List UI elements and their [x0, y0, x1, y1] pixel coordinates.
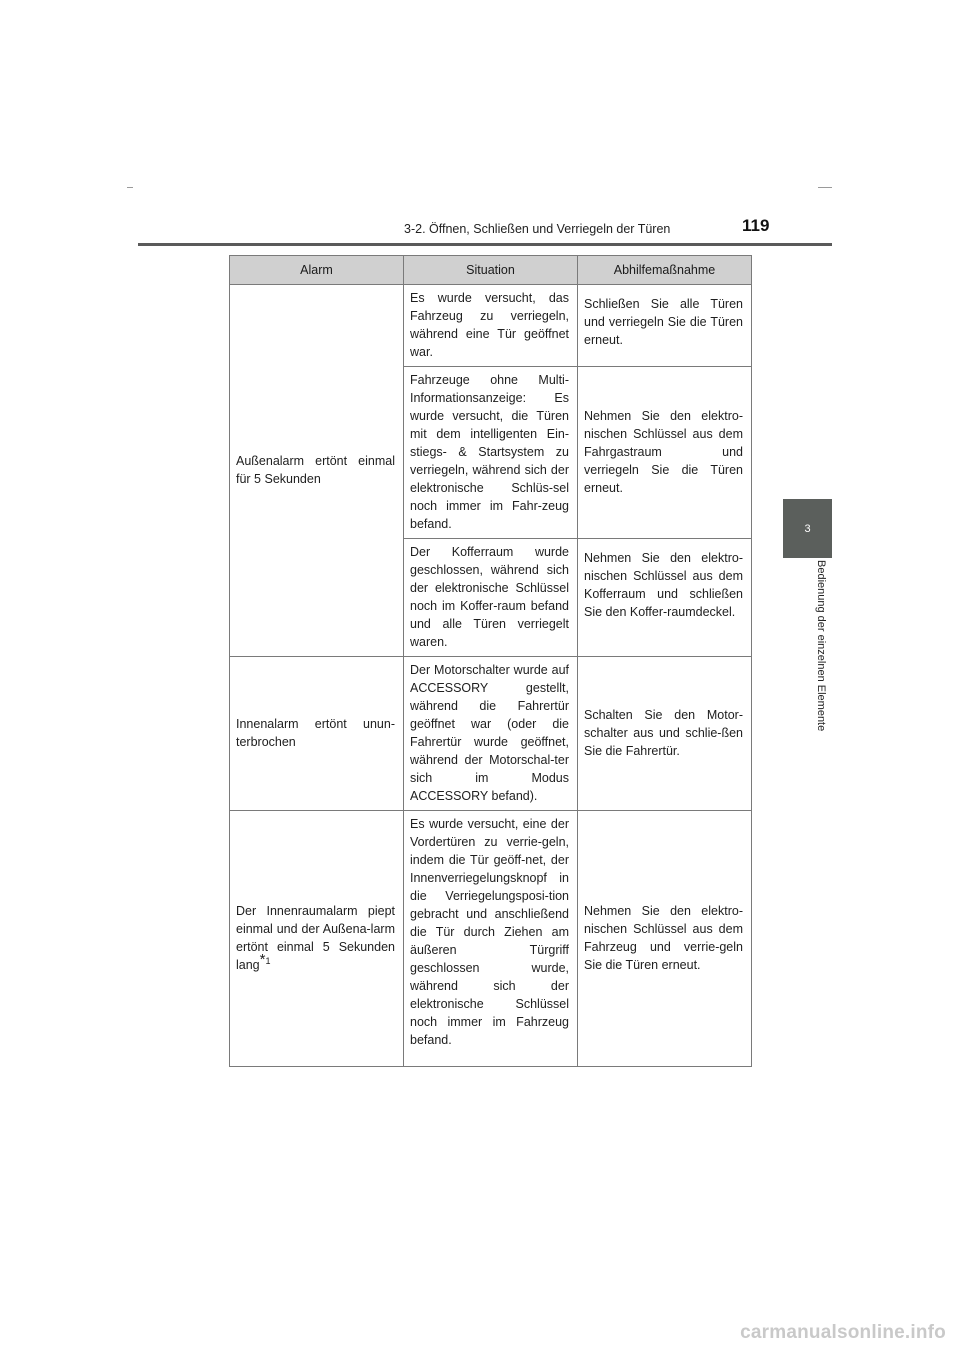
alarm-cell — [230, 811, 404, 1067]
section-title: 3-2. Öffnen, Schließen und Verriegeln der Türen — [404, 222, 671, 236]
alarm-cell: Innenalarm ertönt unun-terbrochen — [230, 657, 404, 811]
footnote-marker: *1 — [259, 950, 271, 968]
remedy-cell: Schließen Sie alle Türen und verriegeln Sie die Türen erneut. — [578, 285, 752, 367]
crop-mark-left — [127, 187, 133, 188]
alarm-text: Der Innenraumalarm piept einmal und der Außena-larm ertönt einmal 5 Sekunden lang — [236, 904, 395, 972]
alarm-cell: Außenalarm ertönt einmal für 5 Sekunden — [230, 285, 404, 657]
column-header-remedy: Abhilfemaßnahme — [578, 256, 752, 285]
chapter-number: 3 — [804, 522, 811, 535]
remedy-cell: Nehmen Sie den elektro-nischen Schlüssel aus dem Fahrzeug und verrie-geln Sie die Türen erneut. — [578, 811, 752, 1067]
situation-cell: Der Motorschalter wurde auf ACCESSORY gestellt, während die Fahrertür geöffnet war (oder die Fahrertür wurde geöffnet, während der Motorschal-ter sich im Modus ACCESSORY befand). — [404, 657, 578, 811]
column-header-situation: Situation — [404, 256, 578, 285]
chapter-title-wrap — [783, 560, 832, 810]
remedy-cell: Schalten Sie den Motor-schalter aus und schlie-ßen Sie die Fahrertür. — [578, 657, 752, 811]
remedy-cell: Nehmen Sie den elektro-nischen Schlüssel aus dem Kofferraum und schließen Sie den Koffer-raumdeckel. — [578, 539, 752, 657]
header-rule — [138, 243, 832, 246]
chapter-tab — [783, 499, 832, 558]
table-header-row — [230, 256, 752, 285]
situation-cell: Es wurde versucht, eine der Vordertüren zu verrie-geln, indem die Tür geöff-net, der Innenverriegelungsknopf in die Verriegelungsposi-tion gebracht und anschließend die Tür durch Ziehen am äußeren Türgriff geschlossen wurde, während sich der elektronische Schlüssel noch immer im Fahrzeug befand. — [404, 811, 578, 1067]
remedy-cell: Nehmen Sie den elektro-nischen Schlüssel aus dem Fahrgastraum und verriegeln Sie die Türen erneut. — [578, 367, 752, 539]
column-header-alarm: Alarm — [230, 256, 404, 285]
table-row — [230, 285, 752, 367]
table-row — [230, 811, 752, 1067]
situation-cell: Der Kofferraum wurde geschlossen, während sich der elektronische Schlüssel noch im Koffer-raum befand und alle Türen verriegelt waren. — [404, 539, 578, 657]
watermark: carmanualsonline.info — [740, 1322, 946, 1343]
situation-cell: Es wurde versucht, das Fahrzeug zu verriegeln, während eine Tür geöffnet war. — [404, 285, 578, 367]
table-row — [230, 657, 752, 811]
chapter-title: Bedienung der einzelnen Elemente — [815, 560, 827, 732]
page-number: 119 — [742, 216, 770, 235]
crop-mark-right — [818, 187, 832, 188]
situation-cell: Fahrzeuge ohne Multi-Informationsanzeige: Es wurde versucht, die Türen mit dem intelligenten Ein-stiegs- & Startsystem zu verriegeln, während sich der elektronische Schlüs-sel noch immer im Fahr-zeug befand. — [404, 367, 578, 539]
alarm-table — [229, 255, 752, 1067]
